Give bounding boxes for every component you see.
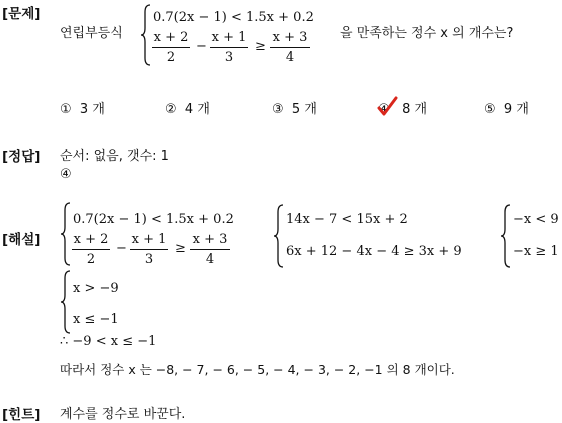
solution-sysB-line1: 14x − 7 < 15x + 2 xyxy=(286,212,408,227)
choice-text: 8 개 xyxy=(402,102,428,117)
choice-text: 4 개 xyxy=(184,102,210,117)
left-brace-icon xyxy=(60,270,72,334)
frac-numerator: x + 2 xyxy=(153,30,189,45)
solution-sysC-line1: −x < 9 xyxy=(513,212,559,227)
solution-sysD-line1: x > −9 xyxy=(73,281,119,296)
solution-sysA-frac3 xyxy=(190,233,230,267)
frac-denominator: 4 xyxy=(205,252,215,267)
choice-number: ④ xyxy=(378,102,394,117)
choice-2[interactable] xyxy=(165,98,210,117)
frac-numerator: x + 1 xyxy=(131,232,167,247)
left-brace-icon xyxy=(140,4,152,66)
choice-text: 5 개 xyxy=(291,102,317,117)
solution-conclusion: 따라서 정수 x 는 −8, − 7, − 6, − 5, − 4, − 3, − 2, −1 의 8 개이다. xyxy=(60,362,455,377)
answer-line1: 순서: 없음, 갯수: 1 xyxy=(60,149,169,164)
solution-sysA-frac2 xyxy=(130,233,168,267)
answer-line2: ④ xyxy=(60,167,72,182)
choice-number: ② xyxy=(165,102,177,117)
solution-sysA-line1: 0.7(2x − 1) < 1.5x + 0.2 xyxy=(73,212,234,227)
problem-ineq1: 0.7(2x − 1) < 1.5x + 0.2 xyxy=(153,10,314,25)
choice-text: 9 개 xyxy=(503,102,529,117)
frac-denominator: 2 xyxy=(86,252,96,267)
hint-tag: [힌트] xyxy=(2,407,41,423)
solution-sysA-frac1 xyxy=(72,233,110,267)
solution-tag: [해설] xyxy=(2,232,41,248)
choice-4[interactable] xyxy=(378,98,427,117)
answer-tag: [정답] xyxy=(2,149,41,165)
choice-number: ⑤ xyxy=(484,102,496,117)
frac-numerator: x + 2 xyxy=(73,232,109,247)
frac-denominator: 4 xyxy=(285,50,295,65)
left-brace-icon xyxy=(60,202,72,266)
problem-geq: ≥ xyxy=(255,39,266,54)
problem-tag: [문제] xyxy=(2,6,41,22)
frac-denominator: 3 xyxy=(144,252,154,267)
choice-text: 3 개 xyxy=(79,102,105,117)
frac-denominator: 3 xyxy=(224,50,234,65)
left-brace-icon xyxy=(500,204,512,268)
left-brace-icon xyxy=(273,204,285,268)
problem-frac3 xyxy=(270,31,310,65)
choice-number: ① xyxy=(60,102,72,117)
solution-sysC-line2: −x ≥ 1 xyxy=(513,244,559,259)
problem-frac2 xyxy=(210,31,248,65)
choice-number: ③ xyxy=(272,102,284,117)
choice-5[interactable] xyxy=(484,98,529,117)
problem-frac1 xyxy=(152,31,190,65)
problem-minus: − xyxy=(196,39,207,54)
solution-sysB-line2: 6x + 12 − 4x − 4 ≥ 3x + 9 xyxy=(286,244,462,259)
solution-sysA-minus: − xyxy=(116,241,127,256)
problem-question: 을 만족하는 정수 x 의 개수는? xyxy=(340,26,514,41)
frac-denominator: 2 xyxy=(166,50,176,65)
choice-1[interactable] xyxy=(60,98,105,117)
frac-numerator: x + 3 xyxy=(272,30,308,45)
frac-numerator: x + 3 xyxy=(192,232,228,247)
problem-prefix: 연립부등식 xyxy=(60,26,123,41)
checkmark-icon xyxy=(376,96,398,118)
choice-3[interactable] xyxy=(272,98,317,117)
solution-sysD-line2: x ≤ −1 xyxy=(73,312,119,327)
solution-sysA-geq: ≥ xyxy=(175,241,186,256)
solution-therefore: ∴ −9 < x ≤ −1 xyxy=(60,334,157,349)
hint-text: 계수를 정수로 바꾼다. xyxy=(60,407,186,422)
frac-numerator: x + 1 xyxy=(211,30,247,45)
